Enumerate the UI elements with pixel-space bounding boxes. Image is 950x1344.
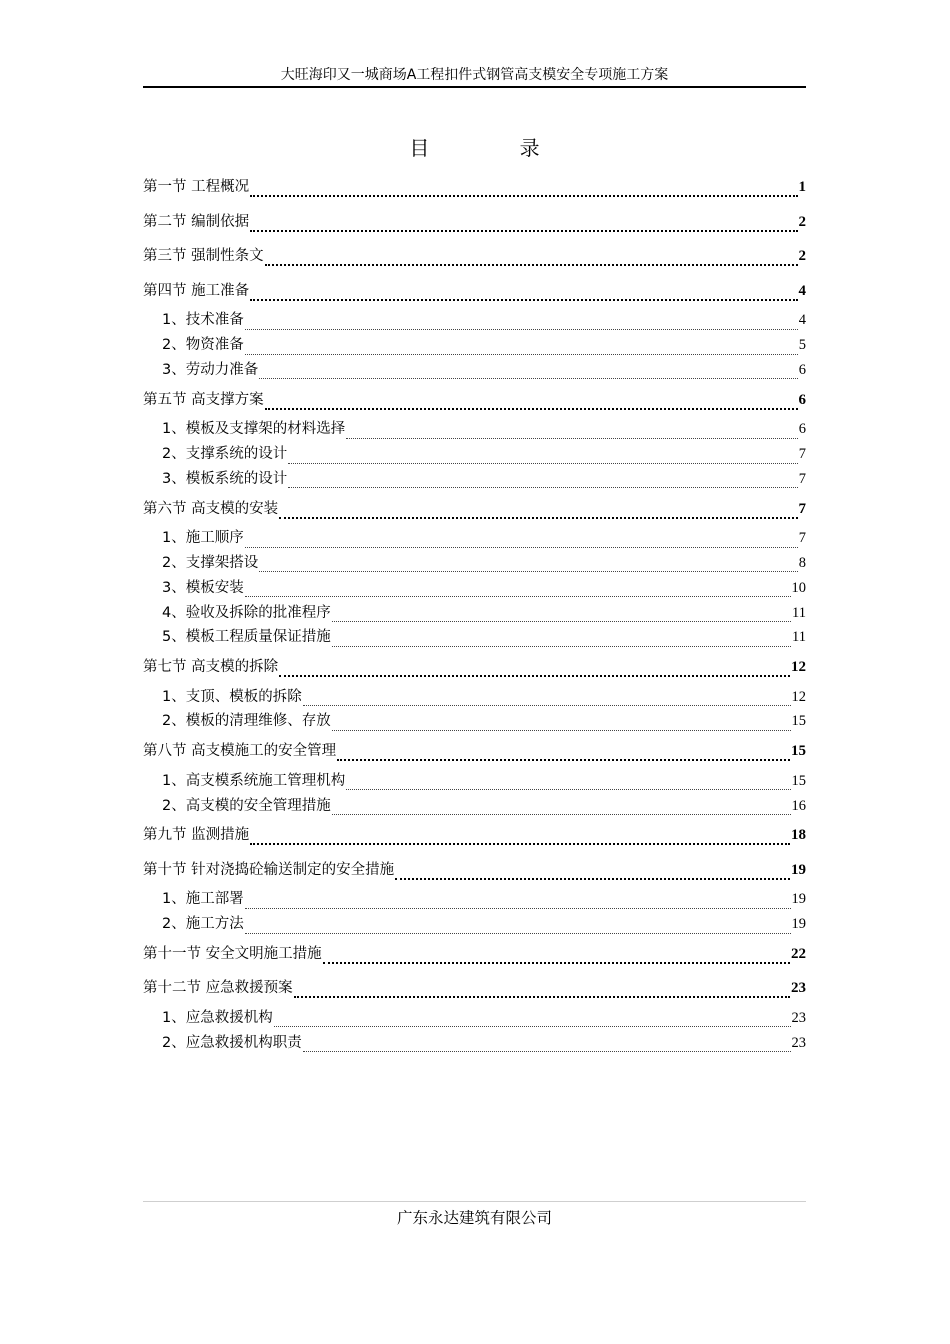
toc-entry-page-number: 15 [791,743,806,760]
toc-subitem-entry[interactable] [143,466,806,491]
toc-entry-label: 第三节 强制性条文 [143,248,264,265]
dot-leader [250,285,797,301]
toc-subitem-entry[interactable] [143,912,806,937]
toc-entry-label: 4、验收及拆除的批准程序 [162,604,331,621]
toc-subitem-entry[interactable] [143,308,806,333]
toc-section-entry[interactable] [143,205,806,240]
toc-entry-page-number: 8 [798,554,806,571]
toc-entry-label: 2、支撑系统的设计 [162,446,288,463]
toc-entry-page-number: 10 [791,579,806,596]
toc-entry-page-number: 19 [791,861,806,878]
dot-leader [245,533,798,548]
toc-entry-page-number: 6 [798,421,806,438]
toc-entry-label: 第九节 监测措施 [143,827,250,844]
toc-entry-label: 第四节 施工准备 [143,282,250,299]
dot-leader [332,607,791,622]
dot-leader [303,691,791,706]
toc-entry-label: 第七节 高支模的拆除 [143,659,279,676]
toc-entry-label: 2、支撑架搭设 [162,554,259,571]
toc-entry-label: 1、支顶、模板的拆除 [162,688,302,705]
dot-leader [250,181,797,197]
toc-entry-page-number: 1 [798,179,806,196]
toc-entry-page-number: 2 [798,248,806,265]
dot-leader [332,800,791,815]
toc-entry-label: 1、模板及支撑架的材料选择 [162,421,346,438]
toc-subitem-entry[interactable] [143,625,806,650]
dot-leader [259,364,798,379]
dot-leader [303,1037,791,1052]
dot-leader [265,250,798,266]
toc-entry-page-number: 16 [791,797,806,814]
toc-entry-page-number: 15 [791,772,806,789]
toc-entry-page-number: 12 [791,688,806,705]
toc-section-entry[interactable] [143,734,806,769]
dot-leader [279,661,790,677]
toc-section-entry[interactable] [143,971,806,1006]
dot-leader [250,829,790,845]
toc-entry-label: 1、施工部署 [162,891,244,908]
toc-entry-page-number: 6 [798,391,806,408]
toc-entry-label: 第五节 高支撑方案 [143,391,264,408]
toc-entry-page-number: 23 [791,980,806,997]
dot-leader [250,216,797,232]
dot-leader [288,449,798,464]
toc-entry-page-number: 2 [798,213,806,230]
dot-leader [259,557,798,572]
toc-entry-label: 2、模板的清理维修、存放 [162,713,331,730]
toc-section-entry[interactable] [143,650,806,685]
toc-title: 目 录 [409,136,582,160]
toc-entry-page-number: 19 [791,916,806,933]
toc-subitem-entry[interactable] [143,417,806,442]
toc-entry-label: 3、模板安装 [162,579,244,596]
toc-section-entry[interactable] [143,491,806,526]
toc-entry-page-number: 19 [791,891,806,908]
toc-entry-label: 第十一节 安全文明施工措施 [143,945,322,962]
dot-leader [245,315,798,330]
page-footer: 广东永达建筑有限公司 [396,1209,552,1227]
toc-entry-page-number: 23 [791,1009,806,1026]
toc-entry-label: 3、劳动力准备 [162,361,259,378]
dot-leader [323,948,790,964]
toc-entry-label: 第一节 工程概况 [143,179,250,196]
toc-subitem-entry[interactable] [143,768,806,793]
toc-entry-label: 第二节 编制依据 [143,213,250,230]
dot-leader [288,473,798,488]
dot-leader [332,632,791,647]
toc-subitem-entry[interactable] [143,333,806,358]
toc-entry-label: 第十二节 应急救援预案 [143,980,293,997]
toc-entry-label: 5、模板工程质量保证措施 [162,629,331,646]
toc-entry-label: 1、应急救援机构 [162,1009,273,1026]
dot-leader [245,919,791,934]
toc-subitem-entry[interactable] [143,600,806,625]
dot-leader [337,745,790,761]
dot-leader [332,716,791,731]
toc-entry-label: 1、高支模系统施工管理机构 [162,772,346,789]
page-header: 大旺海印又一城商场A工程扣件式钢管高支模安全专项施工方案 [143,66,806,88]
toc-subitem-entry[interactable] [143,1030,806,1055]
toc-subitem-entry[interactable] [143,793,806,818]
toc-entry-page-number: 6 [798,361,806,378]
dot-leader [294,982,790,998]
toc-entry-page-number: 7 [798,470,806,487]
toc-entry-label: 第六节 高支模的安装 [143,500,279,517]
table-of-contents [143,170,806,1055]
toc-section-entry[interactable] [143,818,806,853]
toc-entry-page-number: 23 [791,1034,806,1051]
toc-entry-label: 2、应急救援机构职责 [162,1034,302,1051]
toc-entry-page-number: 15 [791,713,806,730]
toc-section-entry[interactable] [143,937,806,972]
toc-entry-label: 1、技术准备 [162,312,244,329]
dot-leader [245,340,798,355]
toc-section-entry[interactable] [143,382,806,417]
toc-entry-page-number: 11 [792,629,806,646]
footer-divider [143,1201,806,1202]
toc-section-entry[interactable] [143,239,806,274]
dot-leader [245,582,791,597]
toc-subitem-entry[interactable] [143,551,806,576]
dot-leader [245,894,791,909]
dot-leader [265,394,798,410]
dot-leader [274,1012,791,1027]
toc-subitem-entry[interactable] [143,575,806,600]
toc-subitem-entry[interactable] [143,684,806,709]
toc-entry-page-number: 18 [791,827,806,844]
toc-entry-page-number: 11 [792,604,806,621]
dot-leader [395,864,790,880]
toc-entry-page-number: 7 [798,500,806,517]
toc-subitem-entry[interactable] [143,887,806,912]
toc-section-entry[interactable] [143,170,806,205]
toc-entry-label: 1、施工顺序 [162,530,244,547]
toc-entry-label: 2、施工方法 [162,916,244,933]
toc-entry-label: 3、模板系统的设计 [162,470,288,487]
toc-entry-label: 第八节 高支模施工的安全管理 [143,743,337,760]
toc-subitem-entry[interactable] [143,442,806,467]
dot-leader [279,503,797,519]
toc-subitem-entry[interactable] [143,358,806,383]
toc-entry-label: 2、高支模的安全管理措施 [162,797,331,814]
toc-entry-page-number: 4 [798,312,806,329]
toc-entry-page-number: 4 [798,282,806,299]
toc-entry-page-number: 7 [798,446,806,463]
toc-subitem-entry[interactable] [143,1006,806,1031]
toc-section-entry[interactable] [143,852,806,887]
toc-entry-page-number: 22 [791,945,806,962]
toc-section-entry[interactable] [143,274,806,309]
toc-entry-page-number: 7 [798,530,806,547]
dot-leader [346,424,798,439]
toc-entry-label: 2、物资准备 [162,337,244,354]
toc-subitem-entry[interactable] [143,526,806,551]
dot-leader [346,775,790,790]
toc-entry-page-number: 5 [798,337,806,354]
toc-subitem-entry[interactable] [143,709,806,734]
toc-entry-label: 第十节 针对浇捣砼输送制定的安全措施 [143,861,395,878]
toc-entry-page-number: 12 [791,659,806,676]
